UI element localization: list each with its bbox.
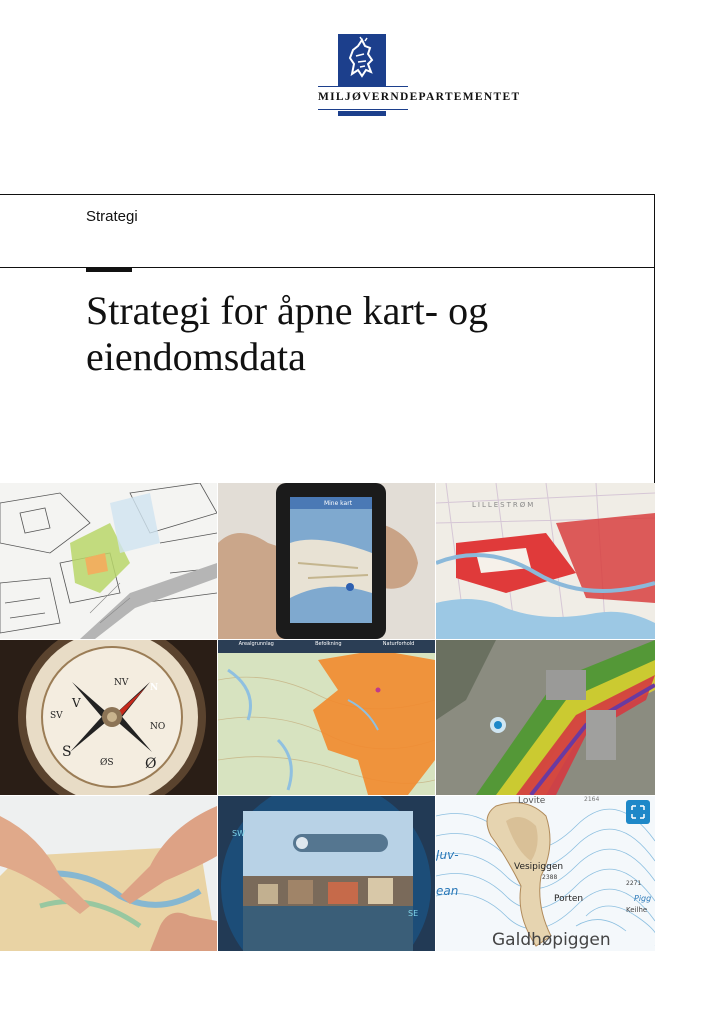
map-label-vesipiggen: Vesipiggen — [514, 862, 564, 872]
phone-map-header: Mine kart — [323, 500, 353, 507]
compass-image — [0, 640, 217, 795]
page-title: Strategi for åpne kart- og eiendomsdata — [86, 288, 489, 379]
ministry-name: MILJØVERNDEPARTEMENTET — [318, 91, 521, 103]
lion-emblem-icon — [338, 34, 386, 86]
map-label-juv: Juv- — [436, 848, 459, 862]
cadastral-map-image — [0, 483, 217, 639]
map-elevation-2271: 2271 — [626, 880, 642, 887]
svg-text:SW: SW — [232, 829, 245, 838]
map-tab-naturforhold: Naturforhold — [382, 641, 415, 647]
map-label-galdhopiggen: Galdhøpiggen — [492, 930, 611, 950]
svg-text:SE: SE — [408, 909, 419, 918]
map-elevation-2388: 2388 — [542, 874, 558, 881]
frame-right-rule — [654, 194, 655, 484]
series-label: Strategi — [86, 208, 138, 225]
map-label-pigg: Pigg — [634, 894, 652, 903]
compass-label-s: S — [62, 744, 72, 760]
compass-label-os: ØS — [100, 758, 114, 768]
logo-rule-top — [318, 86, 408, 87]
map-label-keilhe: Keilhe — [626, 906, 648, 914]
ministry-logo — [318, 34, 521, 118]
map-tab-arealgrunnlag: Arealgrunnlag — [238, 641, 274, 647]
map-label-lovite: Lovite — [518, 796, 546, 806]
galdhopiggen-map-image — [436, 796, 655, 951]
frame-top-rule — [0, 194, 655, 195]
map-label-ean: ean — [436, 884, 459, 898]
ar-compass-view-image — [218, 796, 435, 951]
compass-label-sv: SV — [50, 711, 63, 721]
lillestrom-map-image — [436, 483, 655, 639]
noise-zone-aerial-image — [436, 640, 655, 795]
map-elevation-2164: 2164 — [584, 796, 600, 803]
title-accent-bar — [86, 268, 132, 272]
compass-label-v: V — [72, 696, 81, 710]
orange-overlay-map-image — [218, 640, 435, 795]
map-tab-bar — [218, 641, 435, 647]
logo-rule-bottom — [318, 109, 408, 110]
compass-label-no: NO — [150, 722, 166, 732]
emblem-base — [338, 111, 386, 116]
compass-label-n: N — [150, 683, 159, 693]
compass-label-nv: NV — [114, 678, 129, 688]
compass-label-o: Ø — [145, 756, 157, 772]
phone-map-image — [218, 483, 435, 639]
map-label-porten: Porten — [554, 894, 584, 904]
map-tab-befolkning: Befolkning — [315, 641, 342, 647]
map-label-lillestrom: LILLESTRØM — [472, 501, 536, 509]
hands-on-map-image — [0, 796, 217, 951]
